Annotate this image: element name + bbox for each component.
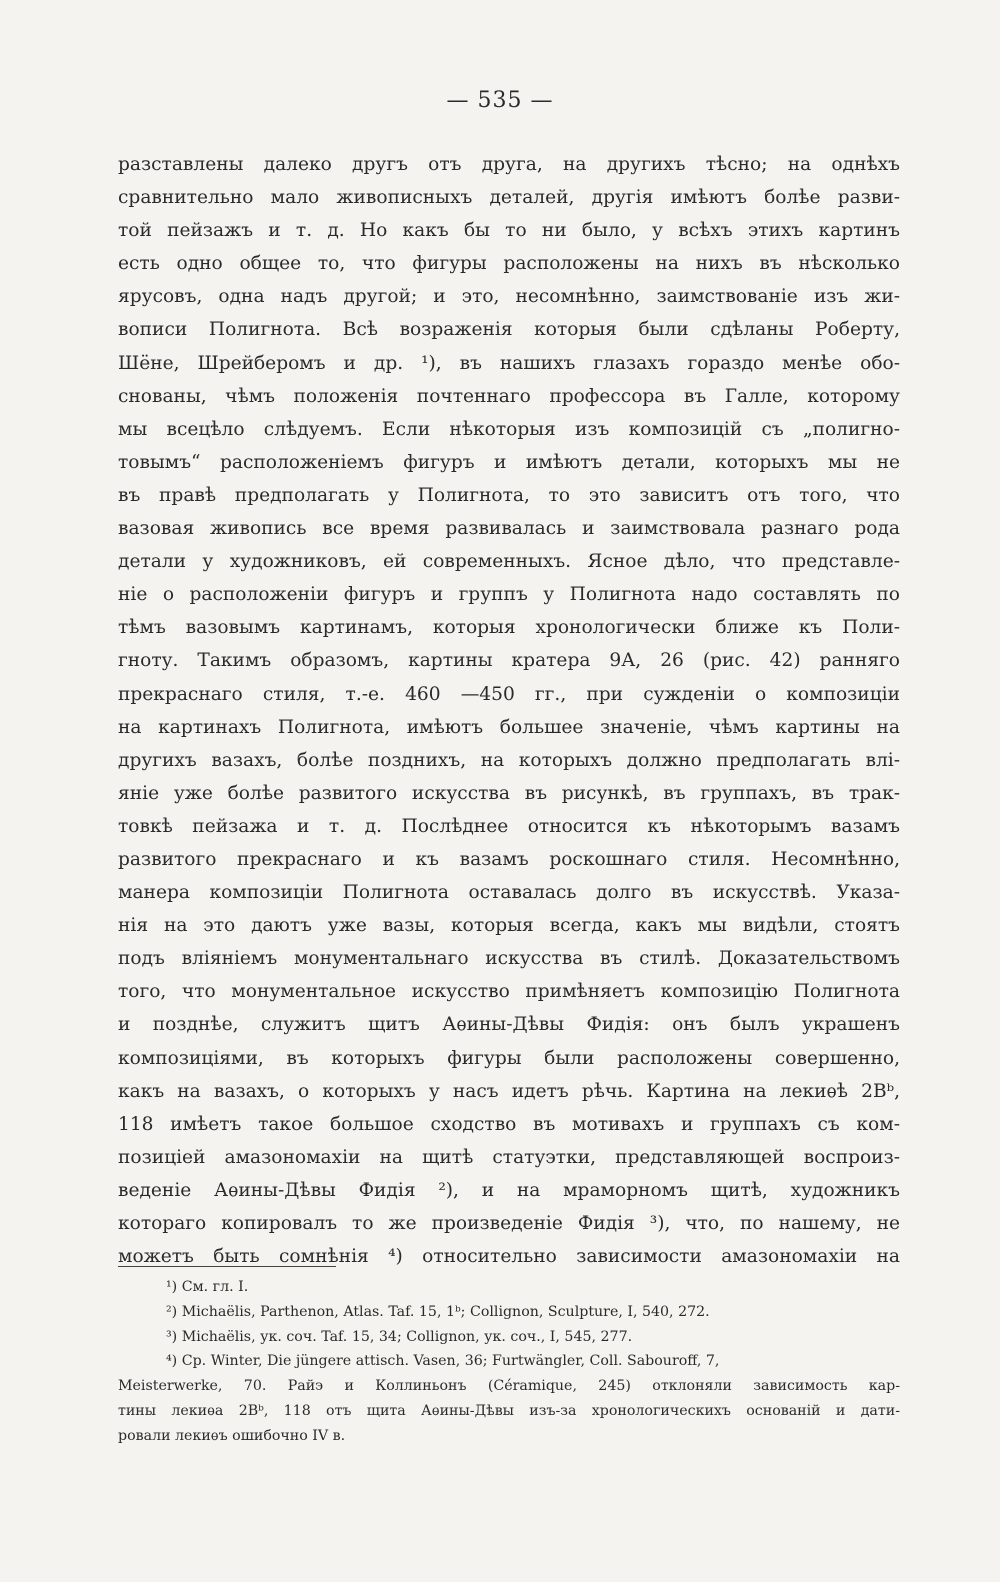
text-line: снованы, чѣмъ положенія почтеннаго профессора въ Галле, которому	[118, 385, 900, 407]
text-line: композиціями, въ которыхъ фигуры были расположены совершенно,	[118, 1047, 900, 1069]
text-line: сравнительно мало живописныхъ деталей, другія имѣютъ болѣе разви-	[118, 187, 900, 209]
text-line: какъ на вазахъ, о которыхъ у насъ идетъ рѣчь. Картина на лекиѳѣ 2Bᵇ,	[118, 1080, 900, 1102]
text-line: позиціей амазономахіи на щитѣ статуэтки, представляющей воспроиз-	[118, 1146, 900, 1168]
text-line: яніе уже болѣе развитого искусства въ рисункѣ, въ группахъ, въ трак-	[118, 782, 900, 804]
footnote-4-line-4: ровали лекиѳъ ошибочно IV в.	[118, 1427, 346, 1444]
text-line: манера композиціи Полигнота оставалась долго въ искусствѣ. Указа-	[118, 882, 900, 904]
text-line: товкѣ пейзажа и т. д. Послѣднее относится къ нѣкоторымъ вазамъ	[118, 815, 900, 837]
text-line: котораго копировалъ то же произведеніе Фидія ³), что, по нашему, не	[118, 1213, 900, 1234]
footnotes	[118, 1275, 900, 1449]
text-line: той пейзажъ и т. д. Но какъ бы то ни было, у всѣхъ этихъ картинъ	[118, 220, 900, 242]
text-line: мы всецѣло слѣдуемъ. Если нѣкоторыя изъ композицій съ „полигно-	[118, 418, 900, 440]
footnote-divider	[118, 1266, 336, 1267]
text-line: вазовая живопись все время развивалась и заимствовала разнаго рода	[118, 518, 900, 540]
text-line: есть одно общее то, что фигуры расположены на нихъ въ нѣсколько	[118, 253, 900, 275]
text-line: того, что монументальное искусство примѣняетъ композицію Полигнота	[118, 981, 900, 1003]
text-line: 118 имѣетъ такое большое сходство въ мотивахъ и группахъ съ ком-	[118, 1113, 900, 1135]
text-line: прекраснаго стиля, т.-е. 460 —450 гг., при сужденіи о композиціи	[118, 683, 900, 705]
text-line: тѣмъ вазовымъ картинамъ, которыя хронологически ближе къ Поли-	[118, 617, 900, 639]
text-line: вописи Полигнота. Всѣ возраженія которыя были сдѣланы Роберту,	[118, 319, 900, 341]
footnote-4-line-2: Meisterwerke, 70. Райэ и Коллиньонъ (Céramique, 245) отклоняли зависимость кар-	[118, 1378, 900, 1395]
footnote-2: ²) Michaëlis, Parthenon, Atlas. Taf. 15, 1ᵇ; Collignon, Sculpture, I, 540, 272.	[166, 1303, 710, 1320]
text-line: веденіе Аѳины-Дѣвы Фидія ²), и на мраморномъ щитѣ, художникъ	[118, 1179, 900, 1201]
text-line: нія на это даютъ уже вазы, которыя всегда, какъ мы видѣли, стоятъ	[118, 915, 900, 937]
text-line: ярусовъ, одна надъ другой; и это, несомнѣнно, заимствованіе изъ жи-	[118, 286, 900, 308]
body-text	[118, 148, 900, 1273]
text-line: на картинахъ Полигнота, имѣютъ большее значеніе, чѣмъ картины на	[118, 716, 900, 738]
text-line: Шёне, Шрейберомъ и др. ¹), въ нашихъ глазахъ гораздо менѣе обо-	[118, 352, 900, 374]
text-line: гноту. Такимъ образомъ, картины кратера 9А, 26 (рис. 42) ранняго	[118, 650, 900, 672]
text-line: ніе о расположеніи фигуръ и группъ у Полигнота надо составлять по	[118, 584, 900, 606]
text-line: подъ вліяніемъ монументальнаго искусства въ стилѣ. Доказательствомъ	[118, 948, 900, 970]
text-line: другихъ вазахъ, болѣе позднихъ, на которыхъ должно предполагать влі-	[118, 749, 900, 771]
text-line: детали у художниковъ, ей современныхъ. Ясное дѣло, что представле-	[118, 551, 900, 573]
footnote-1: ¹) См. гл. I.	[166, 1279, 249, 1295]
footnote-4-line-1: ⁴) Ср. Winter, Die jüngere attisch. Vasen, 36; Furtwängler, Coll. Sabouroff, 7,	[166, 1353, 720, 1370]
text-line: разставлены далеко другъ отъ друга, на другихъ тѣсно; на однѣхъ	[118, 154, 900, 175]
text-line: можетъ быть сомнѣнія ⁴) относительно зависимости амазономахіи на	[118, 1246, 900, 1268]
text-line: и позднѣе, служитъ щитъ Аѳины-Дѣвы Фидія: онъ былъ украшенъ	[118, 1014, 900, 1036]
text-line: товымъ“ расположеніемъ фигуръ и имѣютъ детали, которыхъ мы не	[118, 451, 900, 473]
footnote-4-line-3: тины лекиѳа 2Bᵇ, 118 отъ щита Аѳины-Дѣвы изъ-за хронологическихъ основаній и дати-	[118, 1402, 900, 1419]
text-line: въ правѣ предполагать у Полигнота, то это зависитъ отъ того, что	[118, 484, 900, 506]
footnote-3: ³) Michaëlis, ук. соч. Taf. 15, 34; Collignon, ук. соч., I, 545, 277.	[166, 1328, 633, 1345]
page-number: — 535 —	[446, 88, 554, 113]
text-line: развитого прекраснаго и къ вазамъ роскошнаго стиля. Несомнѣнно,	[118, 848, 900, 870]
